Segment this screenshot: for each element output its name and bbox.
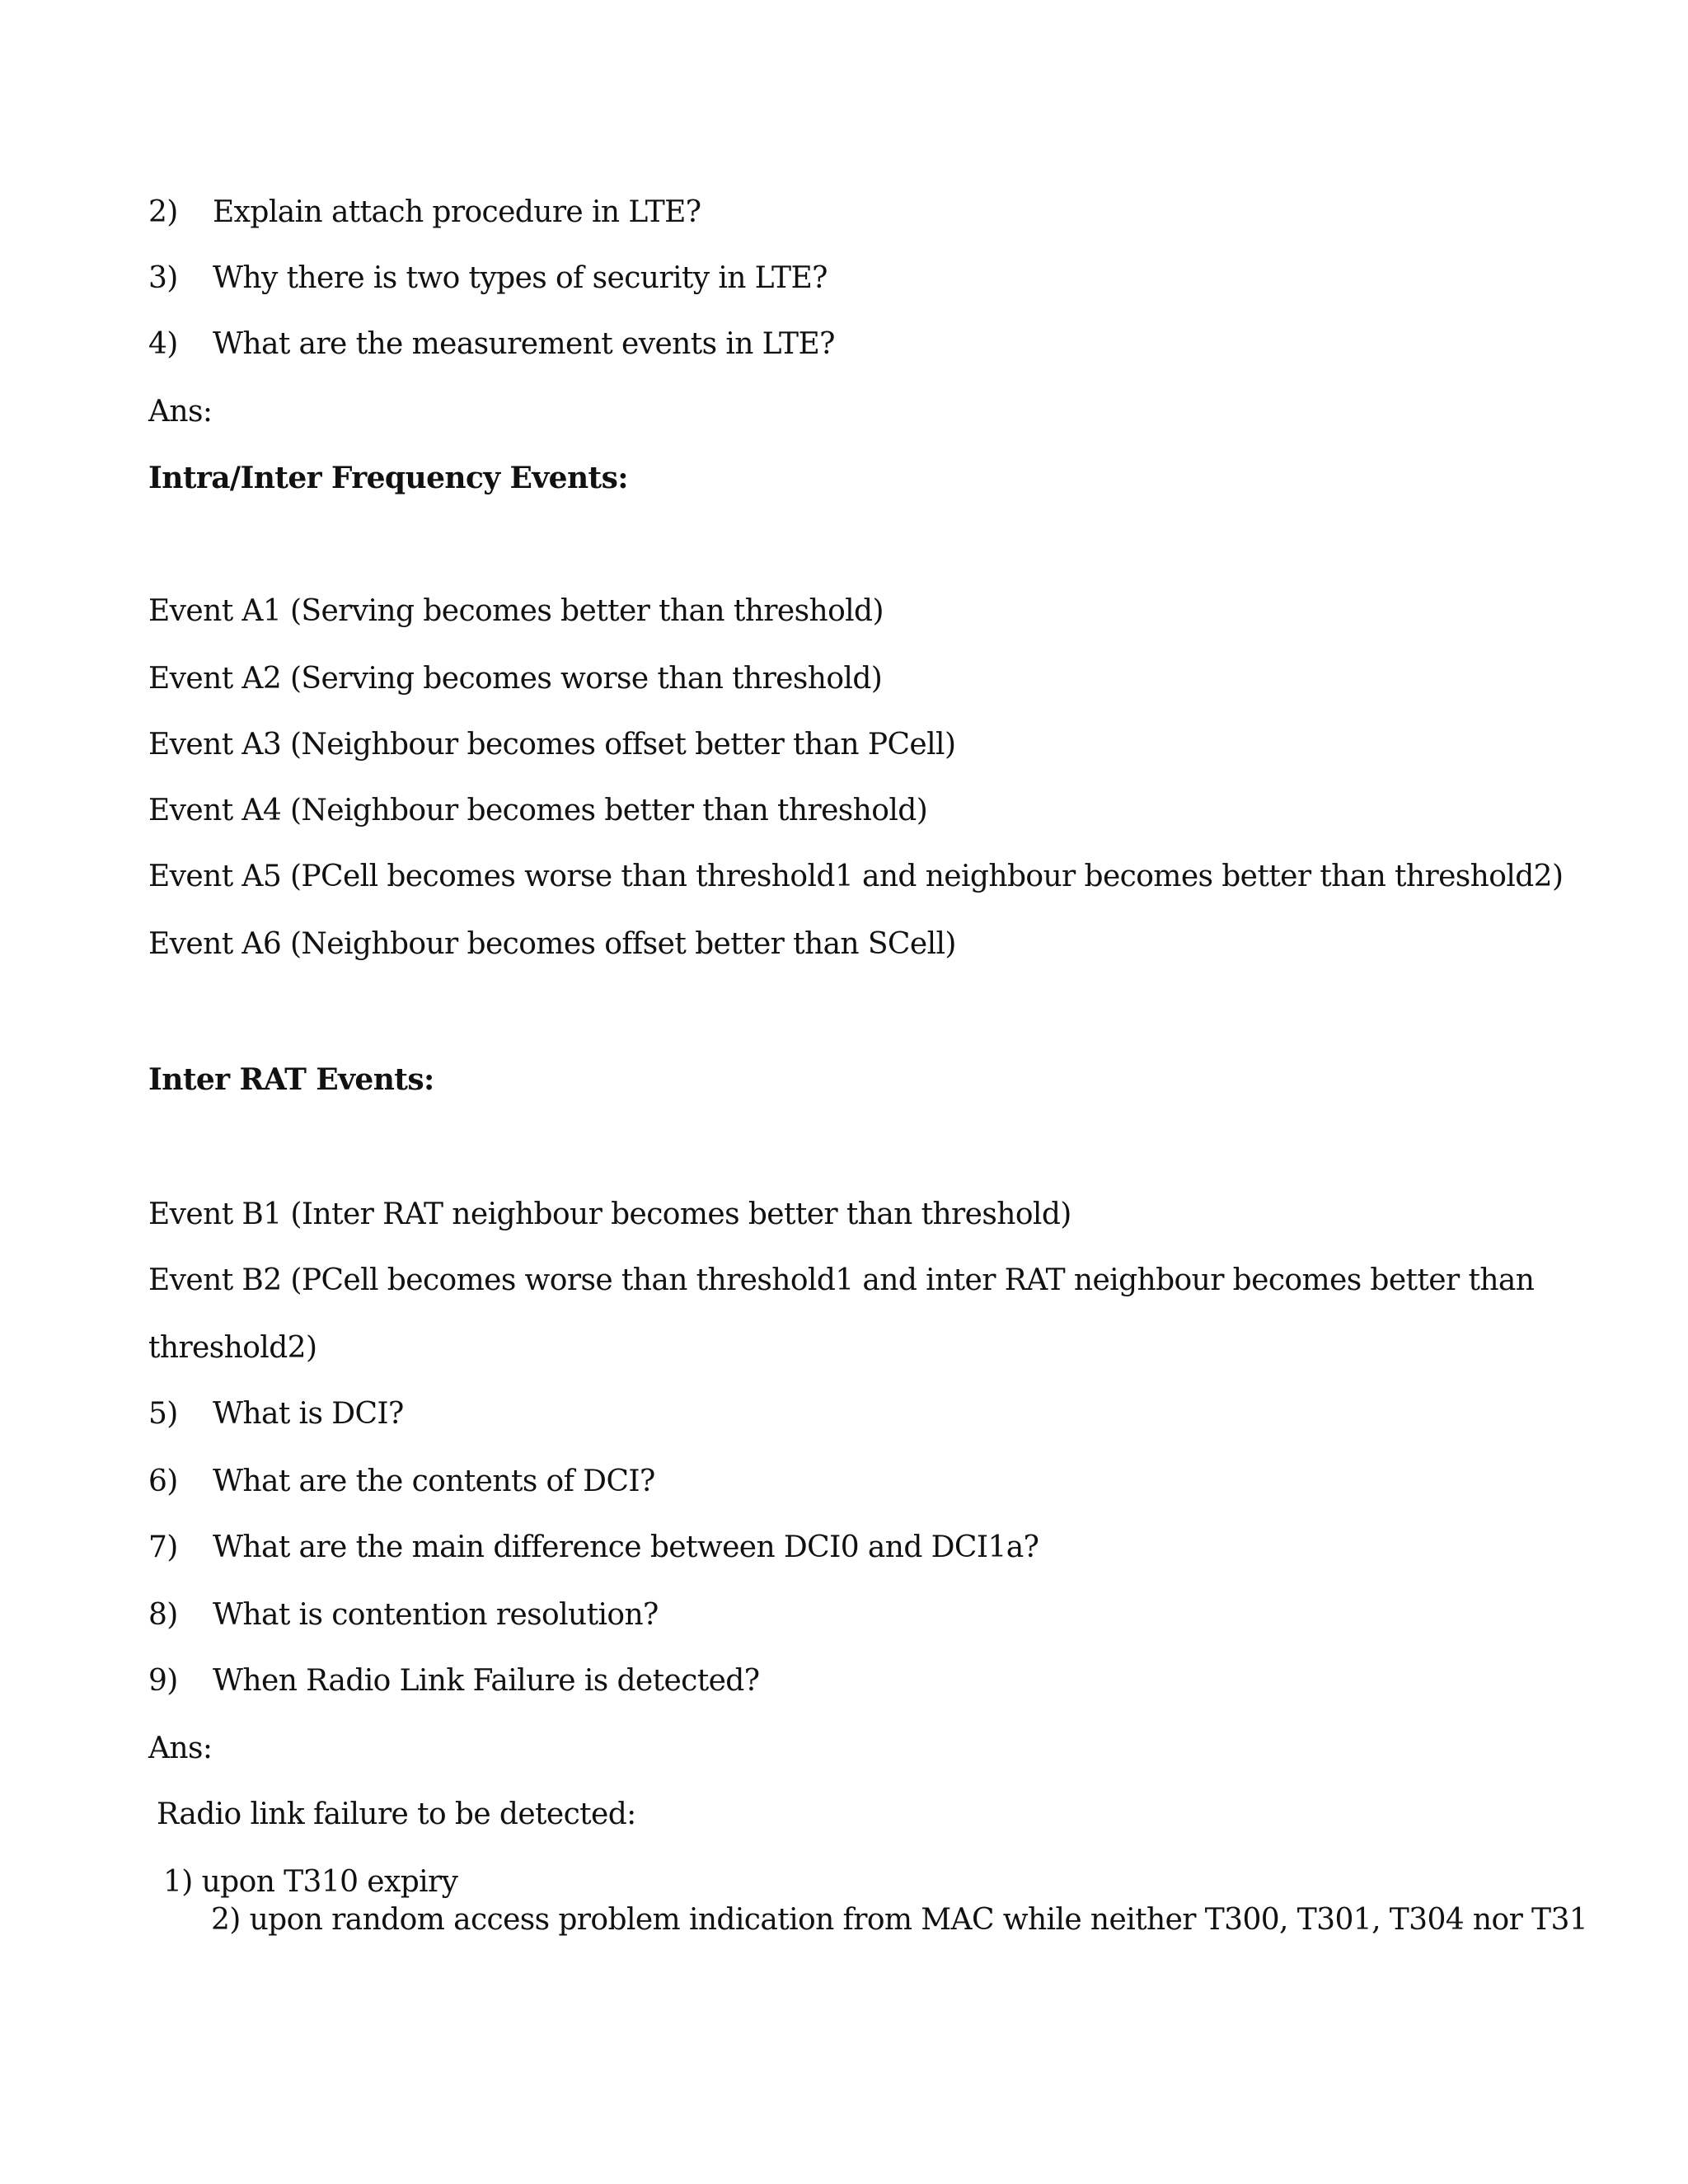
event-a2: Event A2 (Serving becomes worse than threshold): [148, 662, 883, 696]
question-number: 6): [148, 1465, 178, 1498]
question-6: [148, 1464, 1589, 1500]
question-text: What is DCI?: [213, 1397, 404, 1431]
section-heading-intra-inter-frequency: Intra/Inter Frequency Events:: [148, 461, 628, 495]
question-8: [148, 1597, 1589, 1633]
event-b1: Event B1 (Inter RAT neighbour becomes better than threshold): [148, 1197, 1071, 1231]
question-text: What is contention resolution?: [213, 1598, 659, 1632]
question-text: Why there is two types of security in LTE?: [213, 261, 828, 295]
question-number: 4): [148, 327, 178, 361]
question-3: [148, 260, 1589, 297]
event-a4: Event A4 (Neighbour becomes better than threshold): [148, 794, 928, 827]
event-b2-continuation: threshold2): [148, 1331, 317, 1365]
question-9: [148, 1663, 1589, 1699]
question-number: 2): [148, 195, 178, 229]
question-text: What are the contents of DCI?: [213, 1465, 655, 1498]
question-text: What are the main difference between DCI0 and DCI1a?: [213, 1530, 1039, 1564]
event-a5: Event A5 (PCell becomes worse than threshold1 and neighbour becomes better than threshold2): [148, 860, 1564, 893]
answer-label: Ans:: [148, 1732, 213, 1765]
question-7: [148, 1530, 1589, 1566]
question-4: [148, 326, 1589, 363]
event-a3: Event A3 (Neighbour becomes offset better than PCell): [148, 728, 956, 762]
rlf-item-2: 2) upon random access problem indication from MAC while neither T300, T301, T304 nor T31: [211, 1903, 1588, 1937]
event-a1: Event A1 (Serving becomes better than threshold): [148, 594, 884, 628]
rlf-item-1: 1) upon T310 expiry: [163, 1865, 458, 1899]
event-a6: Event A6 (Neighbour becomes offset better than SCell): [148, 927, 956, 961]
event-b2: Event B2 (PCell becomes worse than threshold1 and inter RAT neighbour becomes better than: [148, 1263, 1535, 1297]
question-number: 8): [148, 1598, 178, 1632]
question-number: 3): [148, 261, 178, 295]
question-5: [148, 1396, 1589, 1432]
rlf-intro: Radio link failure to be detected:: [157, 1797, 636, 1831]
question-text: When Radio Link Failure is detected?: [213, 1664, 760, 1698]
section-heading-inter-rat: Inter RAT Events:: [148, 1062, 434, 1097]
question-2: [148, 194, 1589, 231]
question-number: 7): [148, 1530, 178, 1564]
question-number: 5): [148, 1397, 178, 1431]
question-text: What are the measurement events in LTE?: [213, 327, 835, 361]
question-number: 9): [148, 1664, 178, 1698]
question-text: Explain attach procedure in LTE?: [213, 195, 701, 229]
answer-label: Ans:: [148, 395, 213, 429]
